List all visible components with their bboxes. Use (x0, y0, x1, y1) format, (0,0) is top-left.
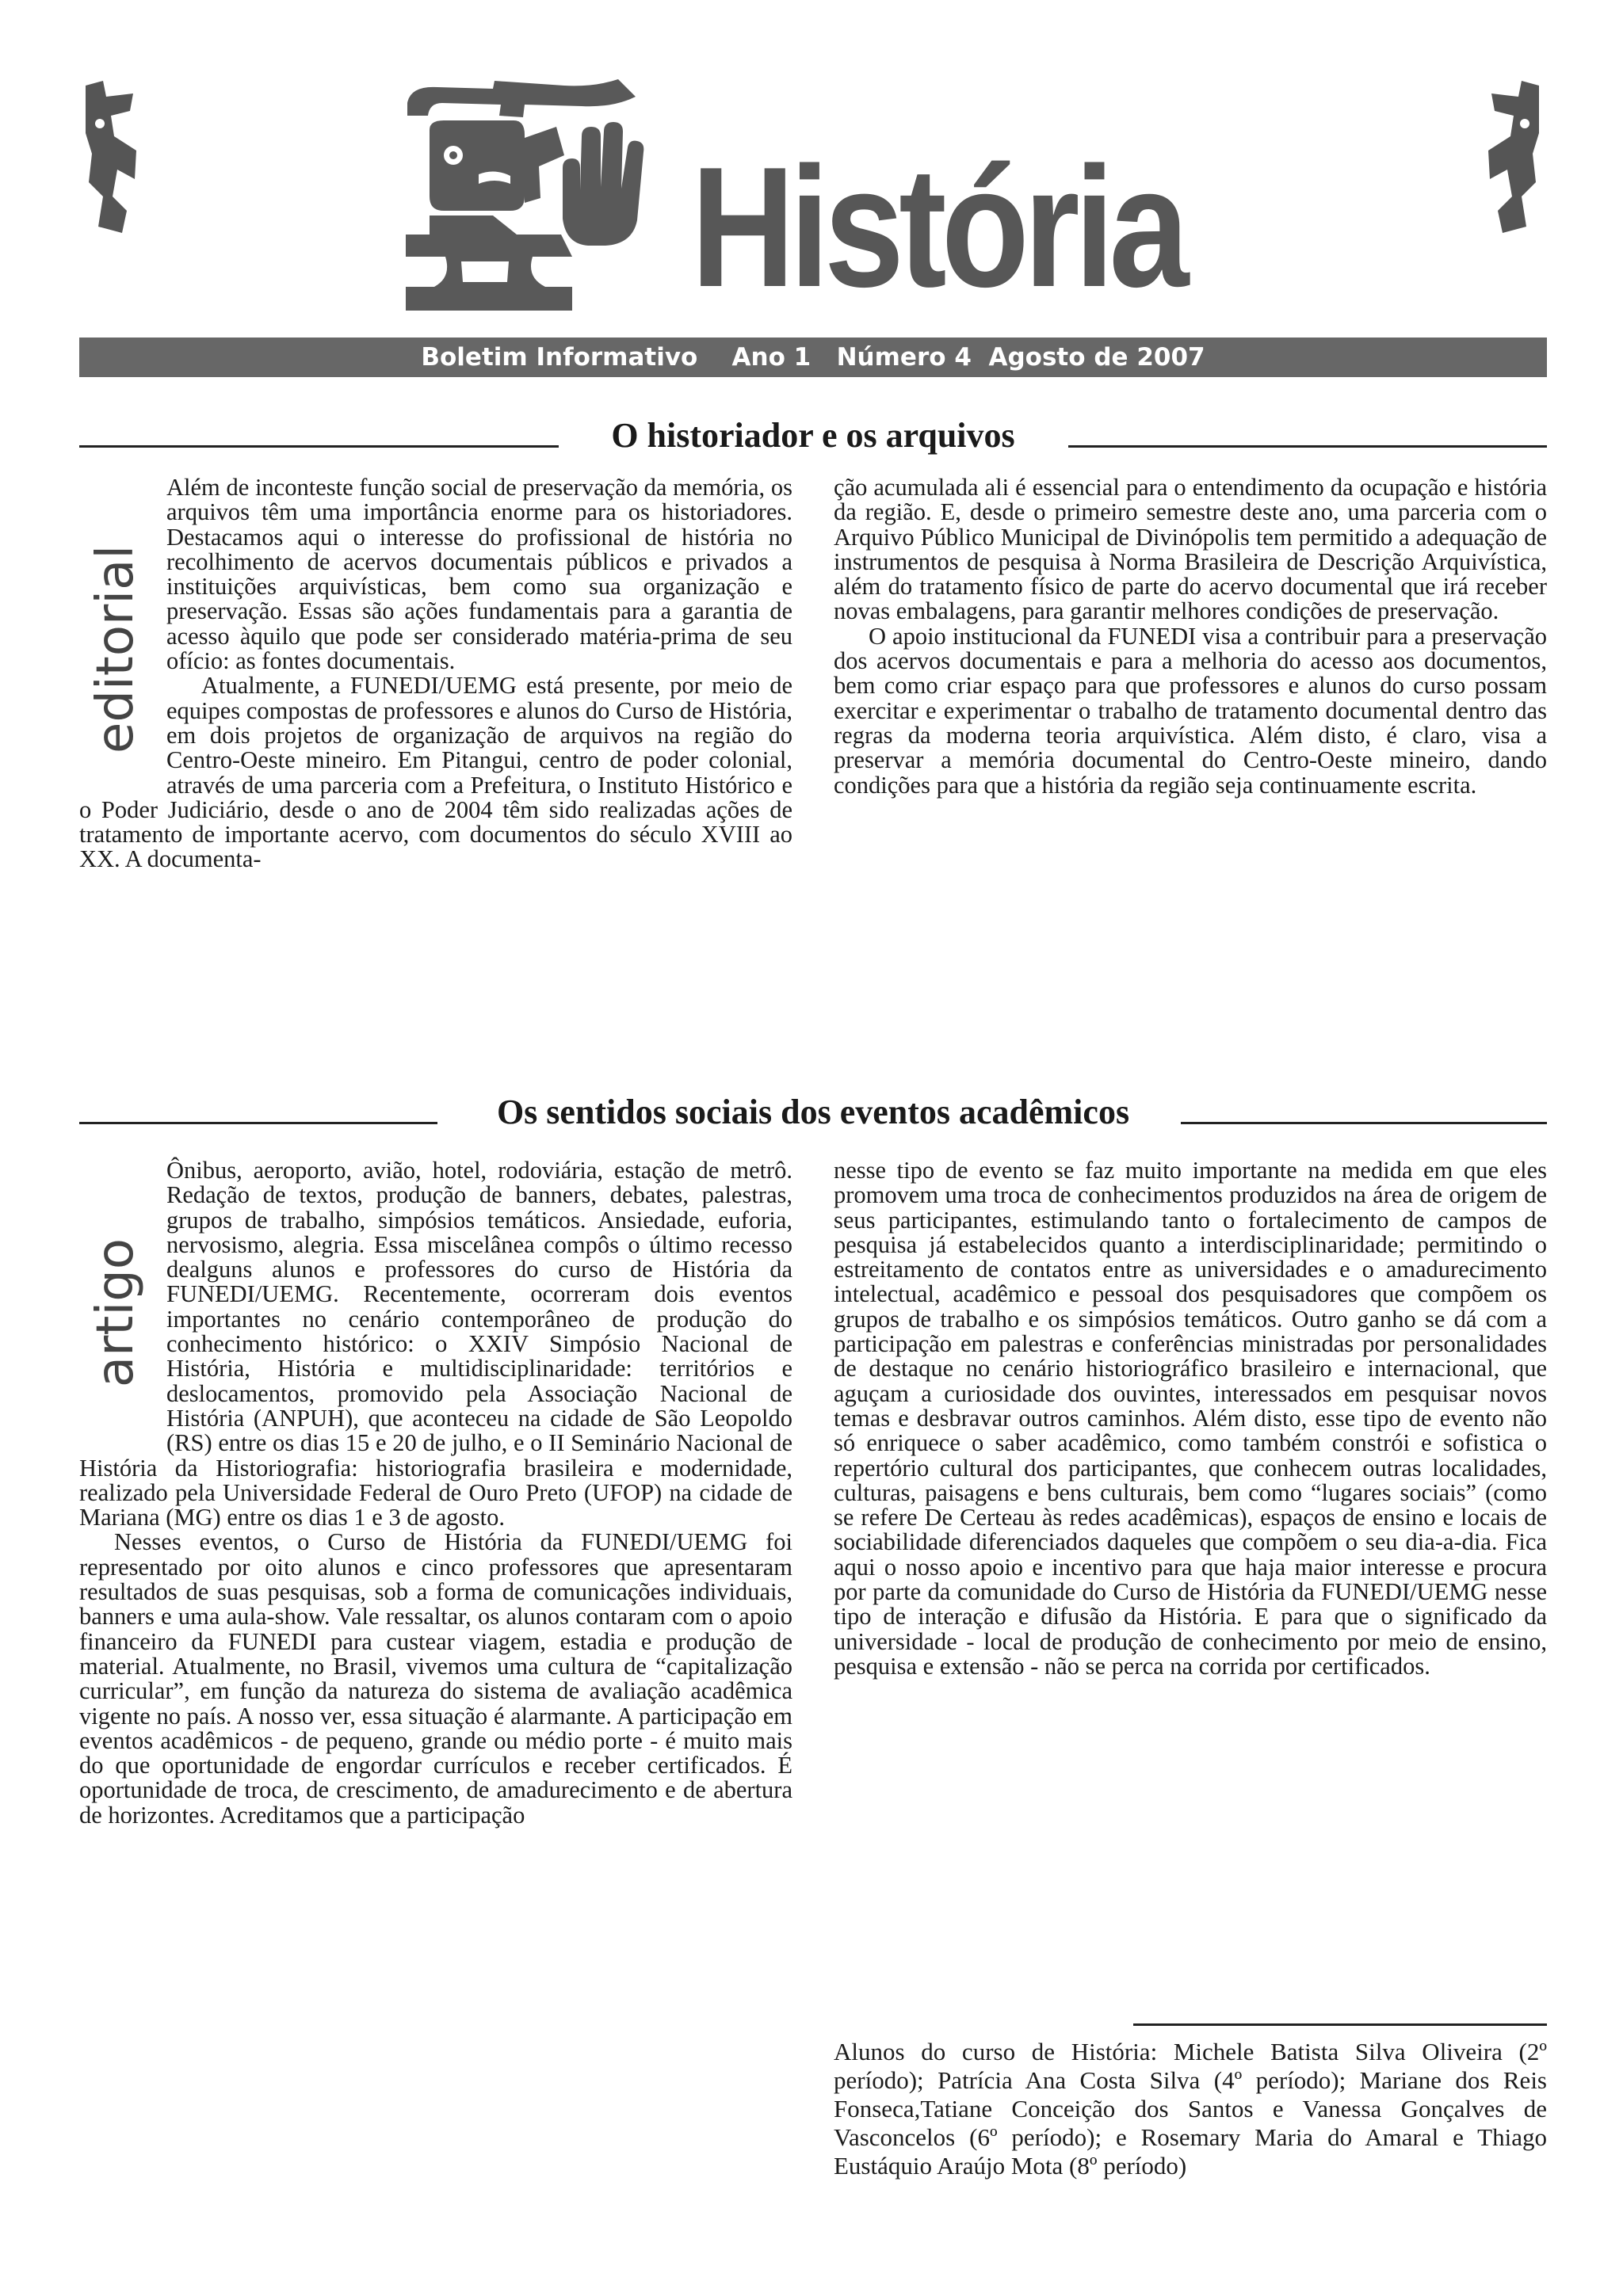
editorial-paragraph-1: Além de inconteste função social de preservação da memória, os arquivos têm uma importância enorme para os historiadores. Destacamos aqui o interesse do profissional de história no recolhimento de acervos documentais públicos e privados a instituições arquivísticas, bem como sua organização e preservação. Essas são ações fundamentais para a garantia de acesso àquilo que pode ser considerado matéria-prima de seu ofício: as fontes documentais. (166, 474, 792, 675)
article-right-column (834, 1158, 1547, 1679)
heading-rule-right (1181, 1122, 1547, 1124)
editorial-left-column (79, 475, 792, 872)
signature-rule (1133, 2023, 1547, 2026)
article-paragraph-2: Nesses eventos, o Curso de História da FUNEDI/UEMG foi representado por oito alunos e cinco professores que apresentaram resultados de suas pesquisas, sob a forma de comunicações individuais, banners e uma aula-show. Vale ressaltar, os alunos contaram com o apoio financeiro da FUNEDI para custear viagem, estadia e produção de material. Atualmente, no Brasil, vivemos uma cultura de “capitalização curricular”, em função da natureza do sistema de avaliação acadêmica vigente no país. A nosso ver, essa situação é alarmante. A participação em eventos acadêmicos - de pequeno, grande ou médio porte - é muito mais do que oportunidade de engordar currículos e receber certificados. É oportunidade de troca, de crescimento, de amadurecimento e de abertura de horizontes. Acreditamos que a participação (79, 1528, 792, 1829)
left-ornament-icon (82, 78, 138, 236)
subtitle-bar (79, 338, 1547, 377)
editorial-right-column (834, 475, 1547, 798)
article-section-label: artigo (86, 1238, 145, 1388)
heading-rule-right (1068, 445, 1547, 448)
editorial-paragraph-4: O apoio institucional da FUNEDI visa a contribuir para a preservação dos acervos documentais e para a melhoria do acesso aos documentos, bem como criar espaço para que professores e alunos do curso possam exercitar e experimentar o trabalho de tratamento documental dentro das regras da moderna teoria arquivística. Além disto, é claro, visa a preservar a memória documental do Centro-Oeste mineiro, dando condições para que a história da região seja continuamente escrita. (834, 622, 1547, 799)
editorial-paragraph-3: ção acumulada ali é essencial para o entendimento da ocupação e história da região. E, desde o primeiro semestre deste ano, uma parceria com o Arquivo Público Municipal de Divinópolis tem permitido a adequação de instrumentos de pesquisa à Norma Brasileira de Descrição Arquivística, além do tratamento físico de parte do acervo documental que irá receber novas embalagens, para garantir melhores condições de preservação. (834, 474, 1547, 625)
article-left-column (79, 1158, 792, 1828)
editorial-section-label: editorial (86, 544, 145, 753)
article-heading-block (79, 1089, 1547, 1136)
editorial-heading-block (79, 412, 1547, 460)
editorial-heading: O historiador e os arquivos (611, 416, 1015, 455)
editorial-paragraph-2: Atualmente, a FUNEDI/UEMG está presente, por meio de equipes compostas de professores e alunos do Curso de História, em dois projetos de organização de arquivos na região do Centro-Oeste mineiro. Em Pitangui, centro de poder colonial, através de uma parceria com a Prefeitura, o Instituto Histórico e o Poder Judiciário, desde o ano de 2004 têm sido realizadas ações de tratamento de importante acervo, com documentos do século XVIII ao XX. A documenta- (79, 672, 792, 873)
article-paragraph-1: Ônibus, aeroporto, avião, hotel, rodoviária, estação de metrô. Redação de textos, produção de banners, debates, palestras, grupos de trabalho, simpósios temáticos. Ansiedade, euforia, nervosismo, alegria. Essa miscelânea compôs o último recesso dealguns alunos e professores do curso de História da FUNEDI/UEMG. Recentemente, ocorreram dois eventos importantes no cenário contemporâneo de produção do conhecimento histórico: o XXIV Simpósio Nacional de História, História e multidisciplinaridade: territórios e deslocamentos, promovido pela Associação Nacional de História (ANPUH), que aconteceu na cidade de São Leopoldo (RS) entre os dias 15 e 20 de julho, e o II Seminário Nacional de História da Historiografia: historiografia brasileira e modernidade, realizado pela Universidade Federal de Ouro Preto (UFOP) na cidade de Mariana (MG) entre os dias 1 e 3 de agosto. (79, 1157, 792, 1531)
article-paragraph-3: nesse tipo de evento se faz muito importante na medida em que eles promovem uma troca de conhecimentos produzidos na área de origem de seus participantes, estimulando tanto o fortalecimento de campos de pesquisa já estabelecidos quanto a interdisciplinaridade; permitindo o estreitamento de contatos entre as universidades e o amadurecimento intelectual, acadêmico e pessoal dos pesquisadores que compõem os grupos de trabalho e os simpósios temáticos. Outro ganho se dá com a participação em palestras e conferências ministradas por personalidades de destaque no cenário historiográfico brasileiro e internacional, que aguçam a curiosidade dos ouvintes, interessados em pesquisar novos temas e desbravar outros caminhos. Além disto, esse tipo de evento não só enriquece o saber acadêmico, como também constrói e sofistica o repertório cultural dos participantes, que conhecem outras localidades, culturas, paisagens e bens culturais, bem como “lugares sociais” (como se refere De Certeau às redes acadêmicas), espaços de ensino e locais de sociabilidade diferenciados daqueles que compõem o seu dia-a-dia. Fica aqui o nosso apoio e incentivo para que haja maior interesse e procura por parte da comunidade do Curso de História da FUNEDI/UEMG nesse tipo de interação e difusão da História. E para que o significado da universidade - local de produção de conhecimento por meio de ensino, pesquisa e extensão - não se perca na corrida por certificados. (834, 1157, 1547, 1680)
issue-info: Boletim Informativo Ano 1 Número 4 Agosto de 2007 (421, 343, 1205, 372)
article-heading: Os sentidos sociais dos eventos acadêmicos (496, 1093, 1130, 1131)
article-authors: Alunos do curso de História: Michele Batista Silva Oliveira (2º período); Patrícia Ana Costa Silva (4º período); Mariane dos Reis Fonseca,Tatiane Conceição dos Santos e Vanessa Gonçalves de Vasconcelos (6º período); e Rosemary Maria do Amaral e Thiago Eustáquio Araújo Mota (8º período) (834, 2038, 1547, 2180)
right-ornament-icon (1487, 78, 1542, 236)
newsletter-title: História (691, 131, 1184, 322)
mayan-figure-logo (406, 79, 667, 311)
